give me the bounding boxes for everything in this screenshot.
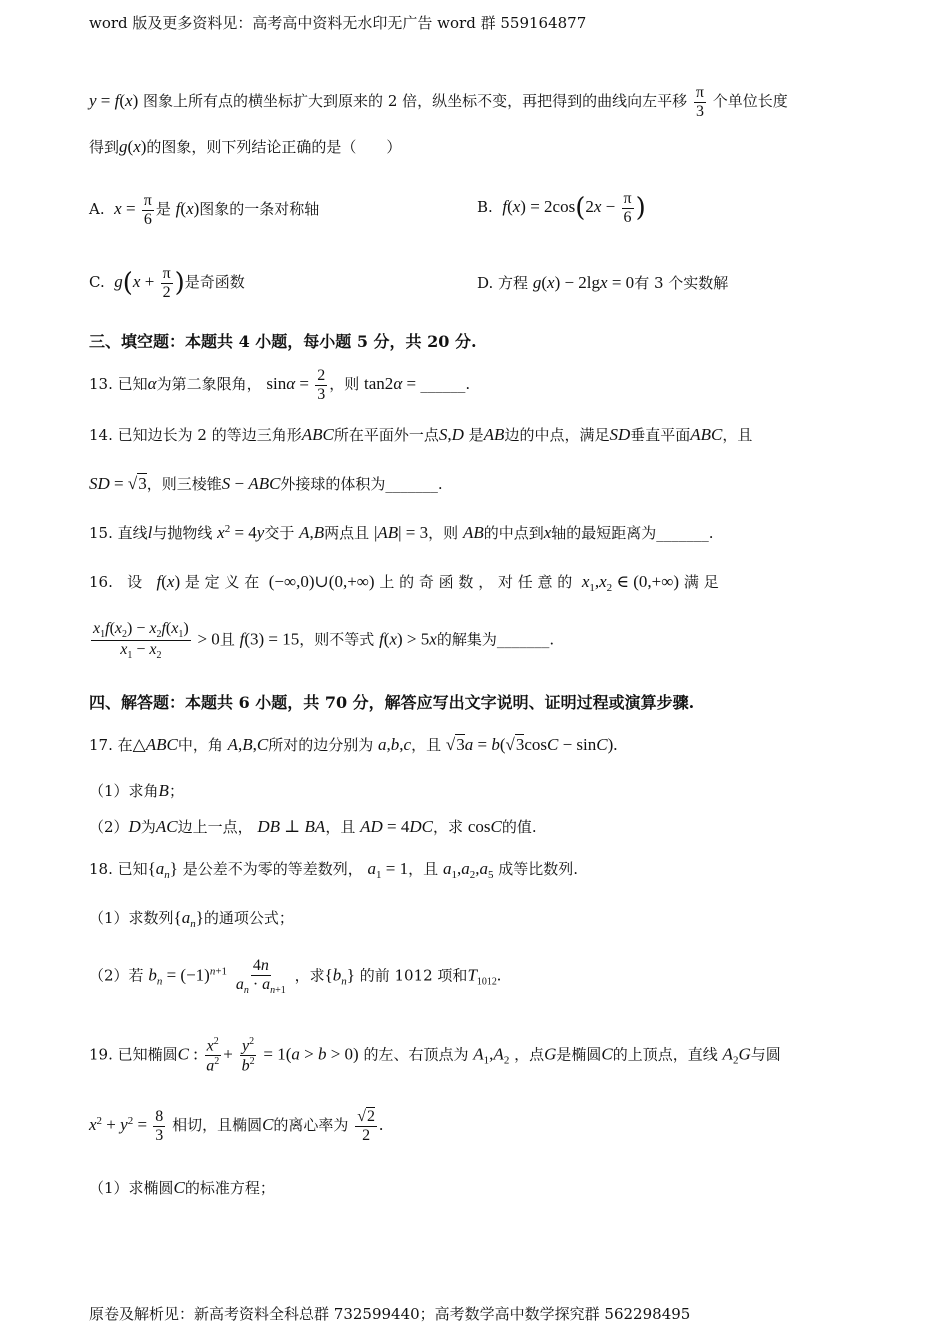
q17-part2: （2）D为AC边上一点， DB ⊥ BA，且 AD = 4DC，求 cosC的值. bbox=[89, 817, 537, 836]
q15: 15. 直线l与抛物线 $x^2 = 4y$交于 A,B两点且 |AB| = 3，则 AB的中点到x轴的最短距离为_______. bbox=[89, 523, 714, 542]
q19-line2: $x^2 + y^2$ = $\frac{8}{3}$ 相切，且椭圆C的离心率为 $\frac{√2}{2}$ . bbox=[89, 1108, 384, 1144]
q17-part1: （1）求角B； bbox=[89, 781, 184, 800]
q12-option-d: D. 方程 g(x) − 2lgx = 0有 3 个实数解 bbox=[477, 273, 729, 292]
q14-line2: SD = √3，则三棱锥S − ABC外接球的体积为_______. bbox=[89, 474, 443, 493]
q12-line2: 得到g(x)的图象，则下列结论正确的是（ ） bbox=[89, 137, 402, 156]
q16-line2: $\frac{x_1f(x_2) - x_2f(x_1)}{x_1 - x_2}$ > 0且 f(3) = 15，则不等式 f(x) > 5x的解集为_______. bbox=[93, 620, 555, 662]
q18-part2: （2）若 $b_n = (-1)^{n+1}$ $\frac{4n}{a_n \cdot a_{n+1}}$ ，求$\{b_n\}$ 的前 1012 项和$T_{1012}$. bbox=[89, 957, 502, 996]
q12-option-c: C. g(x + $\frac{\pi}{2}$ )是奇函数 bbox=[89, 265, 245, 301]
section-4-heading: 四、解答题：本题共 6 小题，共 70 分，解答应写出文字说明、证明过程或演算步骤. bbox=[89, 693, 695, 712]
footer-note: 原卷及解析见：新高考资料全科总群 732599440；高考数学高中数学探究群 562298495 bbox=[89, 1305, 691, 1323]
q19-line1: 19. 已知椭圆C : $\frac{x^2}{a^2}$ + $\frac{y^2}{b^2}$ = 1(a > b > 0) 的左、右顶点为 $A_1,A_2$ ，点G是椭圆C的上顶点，直线 $A_2G$与圆 bbox=[89, 1036, 781, 1075]
header-note: word 版及更多资料见：高考高中资料无水印无广告 word 群 559164877 bbox=[89, 14, 587, 32]
q18: 18. 已知$\{a_n\}$ 是公差不为零的等差数列， $a_1 = 1$，且 $a_1,a_2,a_5$ 成等比数列. bbox=[89, 859, 578, 881]
q16-line1: 16. 设 f(x) 是 定 义 在 (−∞,0)∪(0,+∞) 上 的 奇 函 数 ， 对 任 意 的 $x_1,x_2$ ∈ (0,+∞) 满 足 bbox=[89, 572, 719, 594]
section-3-heading: 三、填空题：本题共 4 小题，每小题 5 分，共 20 分. bbox=[89, 332, 477, 351]
q12-option-a: A. x = $\frac{\pi}{6}$ 是 f(x)图象的一条对称轴 bbox=[89, 192, 320, 228]
q17: 17. 在△ABC中，角 A,B,C所对的边分别为 a,b,c，且 √3a = b(√3cosC − sinC). bbox=[89, 735, 618, 754]
q13: 13. 已知α为第二象限角， sinα = $\frac{2}{3}$ ，则 tan2α = ______. bbox=[89, 367, 471, 403]
q18-part1: （1）求数列$\{a_n\}$的通项公式； bbox=[89, 908, 294, 930]
q12-option-b: B. f(x) = 2cos(2x − $\frac{\pi}{6}$ ) bbox=[477, 190, 646, 226]
q12-line1: y = f(x) 图象上所有点的横坐标扩大到原来的 2 倍，纵坐标不变，再把得到的曲线向左平移 $\frac{\pi}{3}$ 个单位长度 bbox=[89, 84, 788, 120]
q14-line1: 14. 已知边长为 2 的等边三角形ABC所在平面外一点S,D 是AB边的中点，满足SD垂直平面ABC，且 bbox=[89, 425, 753, 444]
q19-part1: （1）求椭圆C的标准方程； bbox=[89, 1178, 275, 1197]
